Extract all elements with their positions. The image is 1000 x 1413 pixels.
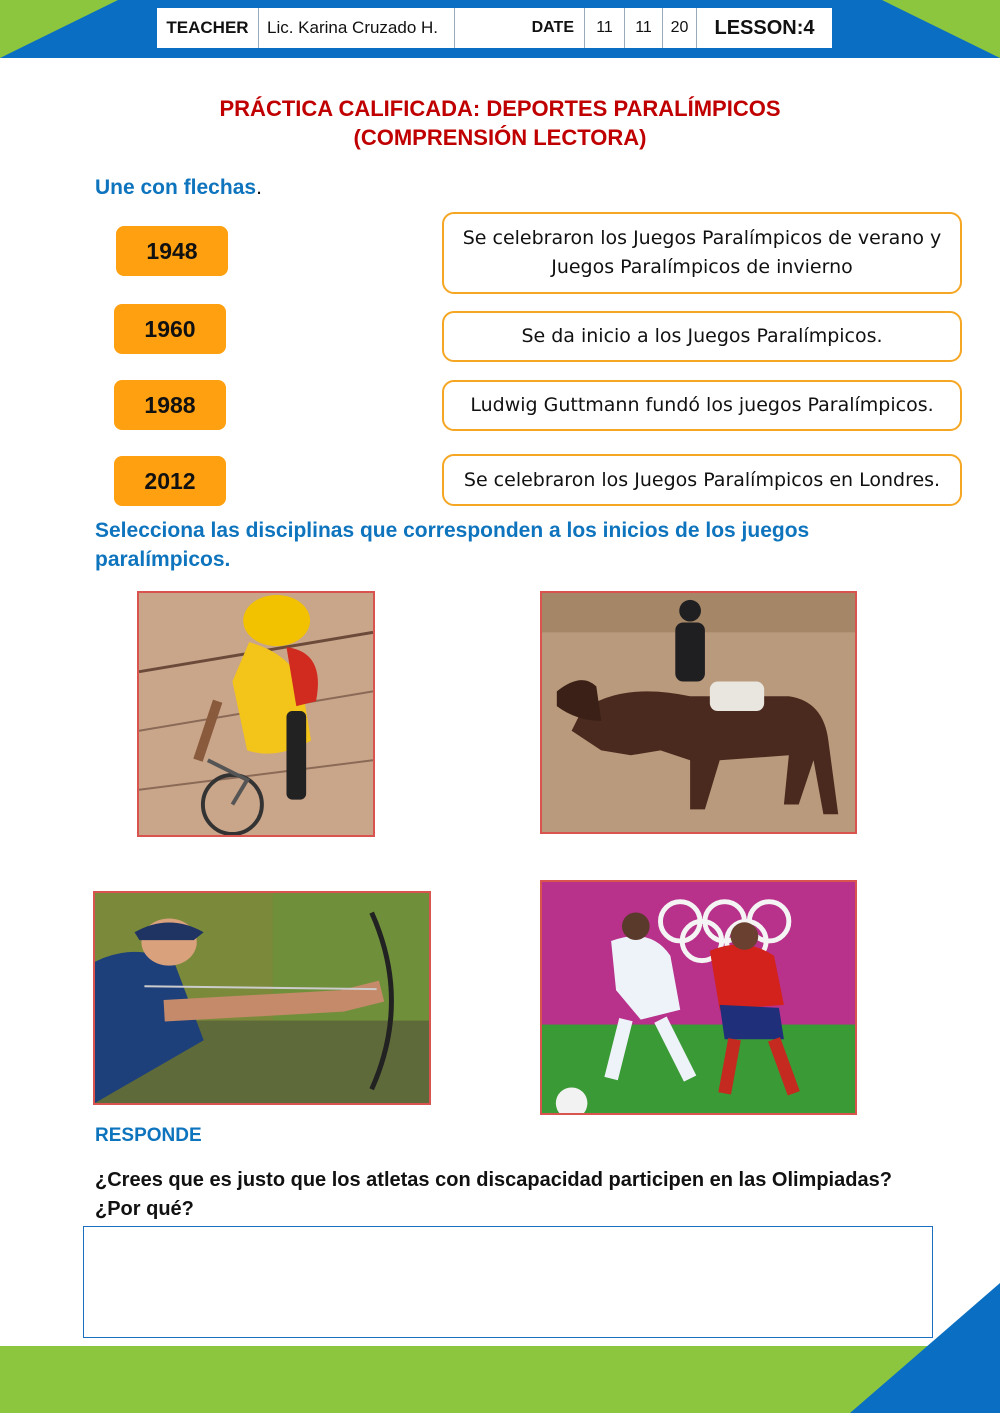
page-title: [0, 94, 1000, 152]
year-badge-1988[interactable]: 1988: [114, 380, 226, 430]
question-text: ¿Crees que es justo que los atletas con discapacidad participen en las Olimpiadas? ¿Por qué?: [95, 1169, 892, 1220]
answer-field[interactable]: [83, 1226, 933, 1338]
respond-label: RESPONDE: [95, 1125, 202, 1146]
teacher-label: TEACHER: [157, 8, 259, 48]
year-badge-1948[interactable]: 1948: [116, 226, 228, 276]
description-box-2[interactable]: Se da inicio a los Juegos Paralímpicos.: [442, 311, 962, 362]
year-badge-2012[interactable]: 2012: [114, 456, 226, 506]
description-box-1[interactable]: Se celebraron los Juegos Paralímpicos de verano y Juegos Paralímpicos de invierno: [442, 212, 962, 294]
date-day: 11: [585, 8, 625, 48]
match-heading-dot: .: [256, 176, 262, 199]
header-info-table: [155, 6, 834, 50]
archery-photo[interactable]: [93, 891, 431, 1105]
description-box-3[interactable]: Ludwig Guttmann fundó los juegos Paralímpicos.: [442, 380, 962, 431]
description-box-4[interactable]: Se celebraron los Juegos Paralímpicos en Londres.: [442, 454, 962, 506]
match-heading-text: Une con flechas: [95, 176, 257, 199]
footer-blue-corner: [850, 1283, 1000, 1413]
match-heading: [95, 176, 262, 200]
lesson-label: LESSON:4: [714, 16, 815, 39]
header-green-corner-left: [0, 0, 118, 58]
cycling-photo[interactable]: [137, 591, 375, 837]
date-label: DATE: [455, 8, 585, 48]
select-heading: Selecciona las disciplinas que corresponden a los inicios de los juegos paralímpicos.: [95, 519, 810, 571]
date-month: 11: [625, 8, 663, 48]
teacher-name: Lic. Karina Cruzado H.: [259, 8, 455, 48]
title-line-2: (COMPRENSIÓN LECTORA): [353, 125, 647, 150]
date-year: 20: [663, 8, 697, 48]
year-badge-1960[interactable]: 1960: [114, 304, 226, 354]
header-green-corner-right: [882, 0, 1000, 58]
title-line-1: PRÁCTICA CALIFICADA: DEPORTES PARALÍMPICOS: [219, 96, 781, 121]
football-photo[interactable]: [540, 880, 857, 1115]
equestrian-photo[interactable]: [540, 591, 857, 834]
